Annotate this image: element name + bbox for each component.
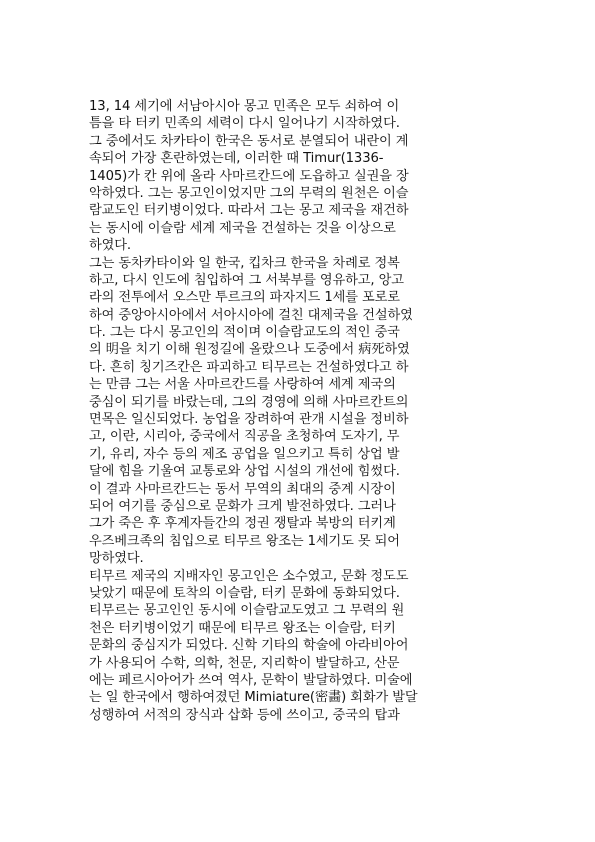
text-line: 다. 그는 다시 몽고인의 적이며 이슬람교도의 적인 중국	[89, 325, 400, 341]
text-line: 하였다.	[89, 238, 132, 254]
text-line: 라의 전투에서 오스만 투르크의 파자지드 1세를 포로로	[89, 290, 400, 306]
text-line: 하여 중앙아시아에서 서아시아에 걸친 대제국을 건설하였	[89, 307, 413, 323]
text-line: 13, 14 세기에 서남아시아 몽고 민족은 모두 쇠하여 이	[89, 99, 400, 114]
text-line: 는 일 한국에서 행하여졌던 Mimiature(密畵) 회화가 발달	[89, 690, 418, 706]
body-text	[89, 98, 519, 724]
text-line: 되어 여기를 중심으로 문화가 크게 발전하였다. 그러나	[89, 498, 396, 514]
text-line: 중심이 되기를 바랐는데, 그의 경영에 의해 사마르칸트의	[89, 394, 409, 410]
text-line: 우즈베크족의 침입으로 티무르 왕조는 1세기도 못 되어	[89, 533, 400, 549]
text-line: 에는 페르시아어가 쓰여 역사, 문학이 발달하였다. 미술에	[89, 672, 413, 688]
text-line: 그 중에서도 차카타이 한국은 동서로 분열되어 내란이 계	[89, 133, 409, 149]
text-line: 망하였다.	[89, 551, 144, 567]
text-line: 1405)가 칸 위에 올라 사마르칸드에 도읍하고 실권을 장	[89, 168, 409, 184]
text-line: 기, 유리, 자수 등의 제조 공업을 일으키고 특히 상업 발	[89, 446, 400, 462]
text-line: 는 동시에 이슬람 세계 제국을 건설하는 것을 이상으로	[89, 220, 396, 236]
text-line: 가 사용되어 수학, 의학, 천문, 지리학이 발달하고, 산문	[89, 655, 400, 671]
text-line: 다. 흔히 칭기즈칸은 파괴하고 티무르는 건설하였다고 하	[89, 359, 409, 375]
text-line: 악하였다. 그는 몽고인이었지만 그의 무력의 원천은 이슬	[89, 185, 409, 201]
text-line: 틈을 타 터키 민족의 세력이 다시 일어나기 시작하였다.	[89, 116, 400, 132]
text-line: 람교도인 터키병이었다. 따라서 그는 몽고 제국을 재건하	[89, 203, 409, 219]
text-line: 속되어 가장 혼란하였는데, 이러한 때 Timur(1336-	[89, 151, 384, 167]
text-line: 천은 터키병이었기 때문에 티무르 왕조는 이슬람, 터키	[89, 620, 396, 636]
text-line: 낮았기 때문에 토착의 이슬람, 터키 문화에 동화되었다.	[89, 585, 400, 601]
text-line: 티무르 제국의 지배자인 몽고인은 소수였고, 문화 정도도	[89, 568, 409, 584]
text-line: 달에 힘을 기울여 교통로와 상업 시설의 개선에 힘썼다.	[89, 464, 400, 480]
text-line: 면목은 일신되었다. 농업을 장려하여 관개 시설을 정비하	[89, 412, 409, 428]
text-line: 그는 동차카타이와 일 한국, 킵차크 한국을 차례로 정복	[89, 255, 400, 271]
text-line: 문화의 중심지가 되었다. 신학 기타의 학술에 아라비아어	[89, 638, 409, 654]
text-line: 티무르는 몽고인인 동시에 이슬람교도였고 그 무력의 원	[89, 603, 405, 619]
text-line: 성행하여 서적의 장식과 삽화 등에 쓰이고, 중국의 탑과	[89, 707, 400, 723]
text-line: 그가 죽은 후 후계자들간의 정권 쟁탈과 북방의 터키계	[89, 516, 396, 532]
text-line: 하고, 다시 인도에 침입하여 그 서북부를 영유하고, 앙고	[89, 272, 404, 288]
text-line: 이 결과 사마르칸드는 동서 무역의 최대의 중계 시장이	[89, 481, 396, 497]
text-line: 의 明을 치기 이해 원정길에 올랐으나 도중에서 病死하였	[89, 342, 410, 358]
text-line: 고, 이란, 시리아, 중국에서 직공을 초청하여 도자기, 무	[89, 429, 400, 445]
text-line: 는 만큼 그는 서울 사마르칸드를 사랑하여 세계 제국의	[89, 377, 396, 393]
